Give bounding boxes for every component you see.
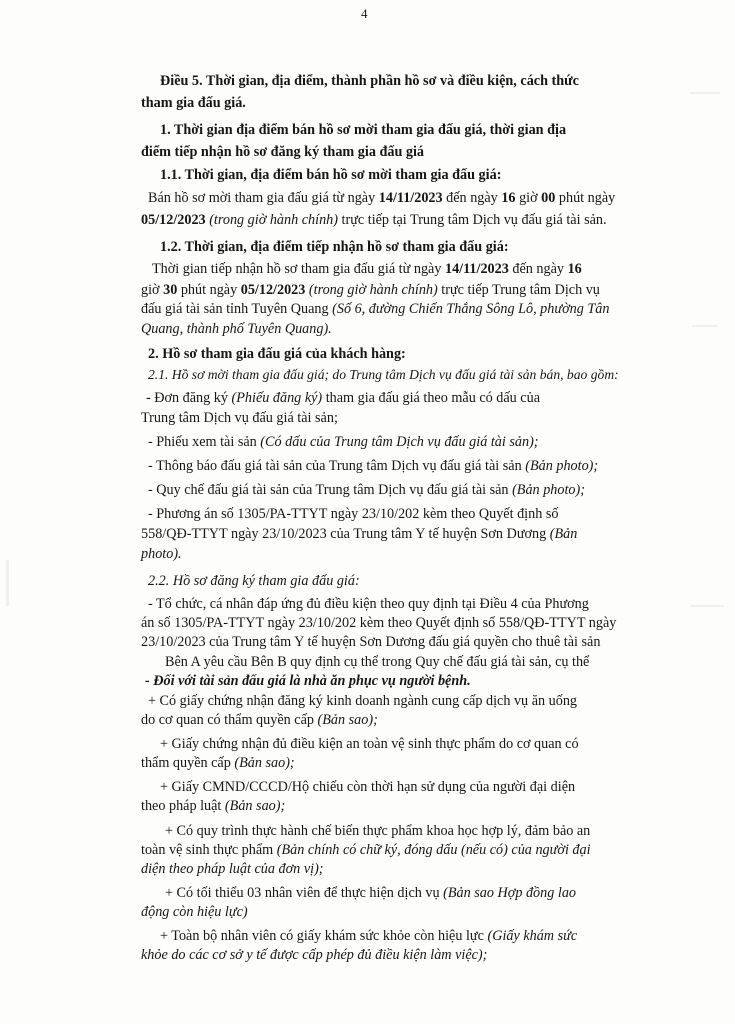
section2-1-item: Trung tâm Dịch vụ đấu giá tài sản;	[141, 410, 338, 426]
section2-2-bullet: + Toàn bộ nhân viên có giấy khám sức khỏe còn hiệu lực (Giấy khám sức	[160, 928, 578, 944]
article-title-cont: tham gia đấu giá.	[141, 95, 246, 111]
section1-2-line: Thời gian tiếp nhận hồ sơ tham gia đấu giá từ ngày 14/11/2023 đến ngày 16	[152, 261, 582, 277]
section2-2-bullet: + Giấy chứng nhận đủ điều kiện an toàn vệ sinh thực phẩm do cơ quan có	[160, 736, 579, 752]
bleed-through-mark	[690, 605, 724, 607]
section2-1-item: - Quy chế đấu giá tài sản của Trung tâm Dịch vụ đấu giá tài sản (Bản photo);	[148, 482, 585, 498]
section2-2-bullet: diện theo pháp luật của đơn vị);	[141, 861, 324, 877]
section2-1-item: photo).	[141, 546, 182, 562]
section1-2-line: Quang, thành phố Tuyên Quang).	[141, 321, 332, 337]
section1-2-line: giờ 30 phút ngày 05/12/2023 (trong giờ hành chính) trực tiếp Trung tâm Dịch vụ	[141, 282, 600, 298]
section2-2-para: Bên A yêu cầu Bên B quy định cụ thể trong Quy chế đấu giá tài sản, cụ thể	[165, 654, 590, 670]
section1-heading-cont: điểm tiếp nhận hồ sơ đăng ký tham gia đấu giá	[141, 144, 425, 160]
section1-2-line: đấu giá tài sản tỉnh Tuyên Quang (Số 6, đường Chiến Thắng Sông Lô, phường Tân	[141, 301, 610, 317]
section2-1-item: - Đơn đăng ký (Phiếu đăng ký) tham gia đấu giá theo mẫu có dấu của	[146, 390, 540, 406]
section2-1-item: - Phương án số 1305/PA-TTYT ngày 23/10/202 kèm theo Quyết định số	[148, 506, 559, 522]
section2-1-item: 558/QĐ-TTYT ngày 23/10/2023 của Trung tâm Y tế huyện Sơn Dương (Bản	[141, 526, 578, 542]
bleed-through-mark	[6, 560, 9, 606]
section2-2-bullet: động còn hiệu lực)	[141, 904, 248, 920]
section2-2-heading: 2.2. Hồ sơ đăng ký tham gia đấu giá:	[148, 573, 360, 589]
article-title: Điều 5. Thời gian, địa điểm, thành phần hồ sơ và điều kiện, cách thức	[160, 73, 579, 89]
section2-2-bullet: do cơ quan có thẩm quyền cấp (Bản sao);	[141, 712, 378, 728]
section2-2-para: - Tổ chức, cá nhân đáp ứng đủ điều kiện theo quy định tại Điều 4 của Phương	[148, 596, 589, 612]
section2-1-item: - Phiếu xem tài sản (Có dấu của Trung tâm Dịch vụ đấu giá tài sản);	[148, 434, 539, 450]
section2-2-bullet: + Giấy CMND/CCCD/Hộ chiếu còn thời hạn sử dụng của người đại diện	[160, 779, 576, 795]
section1-1-line: Bán hồ sơ mời tham gia đấu giá từ ngày 14/11/2023 đến ngày 16 giờ 00 phút ngày	[148, 190, 616, 206]
section2-2-bullet: toàn vệ sinh thực phẩm (Bản chính có chữ ký, đóng dấu (nếu có) của người đại	[141, 842, 591, 858]
section1-1-heading: 1.1. Thời gian, địa điểm bán hồ sơ mời tham gia đấu giá:	[160, 167, 502, 183]
section2-2-para: án số 1305/PA-TTYT ngày 23/10/202 kèm theo Quyết định số 558/QĐ-TTYT ngày	[141, 615, 617, 631]
section2-2-para: 23/10/2023 của Trung tâm Y tế huyện Sơn Dương đấu giá quyền cho thuê tài sản	[141, 634, 601, 650]
section2-2-bullet: khỏe do các cơ sở y tế được cấp phép đủ điều kiện làm việc);	[141, 947, 488, 963]
section1-1-line: 05/12/2023 (trong giờ hành chính) trực tiếp tại Trung tâm Dịch vụ đấu giá tài sản.	[141, 212, 607, 228]
section1-2-heading: 1.2. Thời gian, địa điểm tiếp nhận hồ sơ tham gia đấu giá:	[160, 239, 509, 255]
bleed-through-mark	[692, 325, 718, 327]
section1-heading: 1. Thời gian địa điểm bán hồ sơ mời tham gia đấu giá, thời gian địa	[160, 122, 567, 138]
section2-1-item: - Thông báo đấu giá tài sản của Trung tâm Dịch vụ đấu giá tài sản (Bản photo);	[148, 458, 599, 474]
section2-2-bullet: + Có tối thiểu 03 nhân viên để thực hiện dịch vụ (Bản sao Hợp đồng lao	[165, 885, 577, 901]
section2-2-asset-type: - Đối với tài sản đấu giá là nhà ăn phục vụ người bệnh.	[145, 673, 471, 689]
section2-2-bullet: theo pháp luật (Bản sao);	[141, 798, 286, 814]
page-number: 4	[361, 6, 368, 21]
bleed-through-mark	[690, 92, 720, 94]
section2-2-bullet: thẩm quyền cấp (Bản sao);	[141, 755, 295, 771]
section2-2-bullet: + Có giấy chứng nhận đăng ký kinh doanh ngành cung cấp dịch vụ ăn uống	[148, 693, 578, 709]
section2-heading: 2. Hồ sơ tham gia đấu giá của khách hàng:	[148, 346, 406, 362]
section2-1-heading: 2.1. Hồ sơ mời tham gia đấu giá; do Trung tâm Dịch vụ đấu giá tài sản bán, bao gồm:	[148, 367, 619, 382]
section2-2-bullet: + Có quy trình thực hành chế biến thực phẩm khoa học hợp lý, đảm bảo an	[165, 823, 591, 839]
